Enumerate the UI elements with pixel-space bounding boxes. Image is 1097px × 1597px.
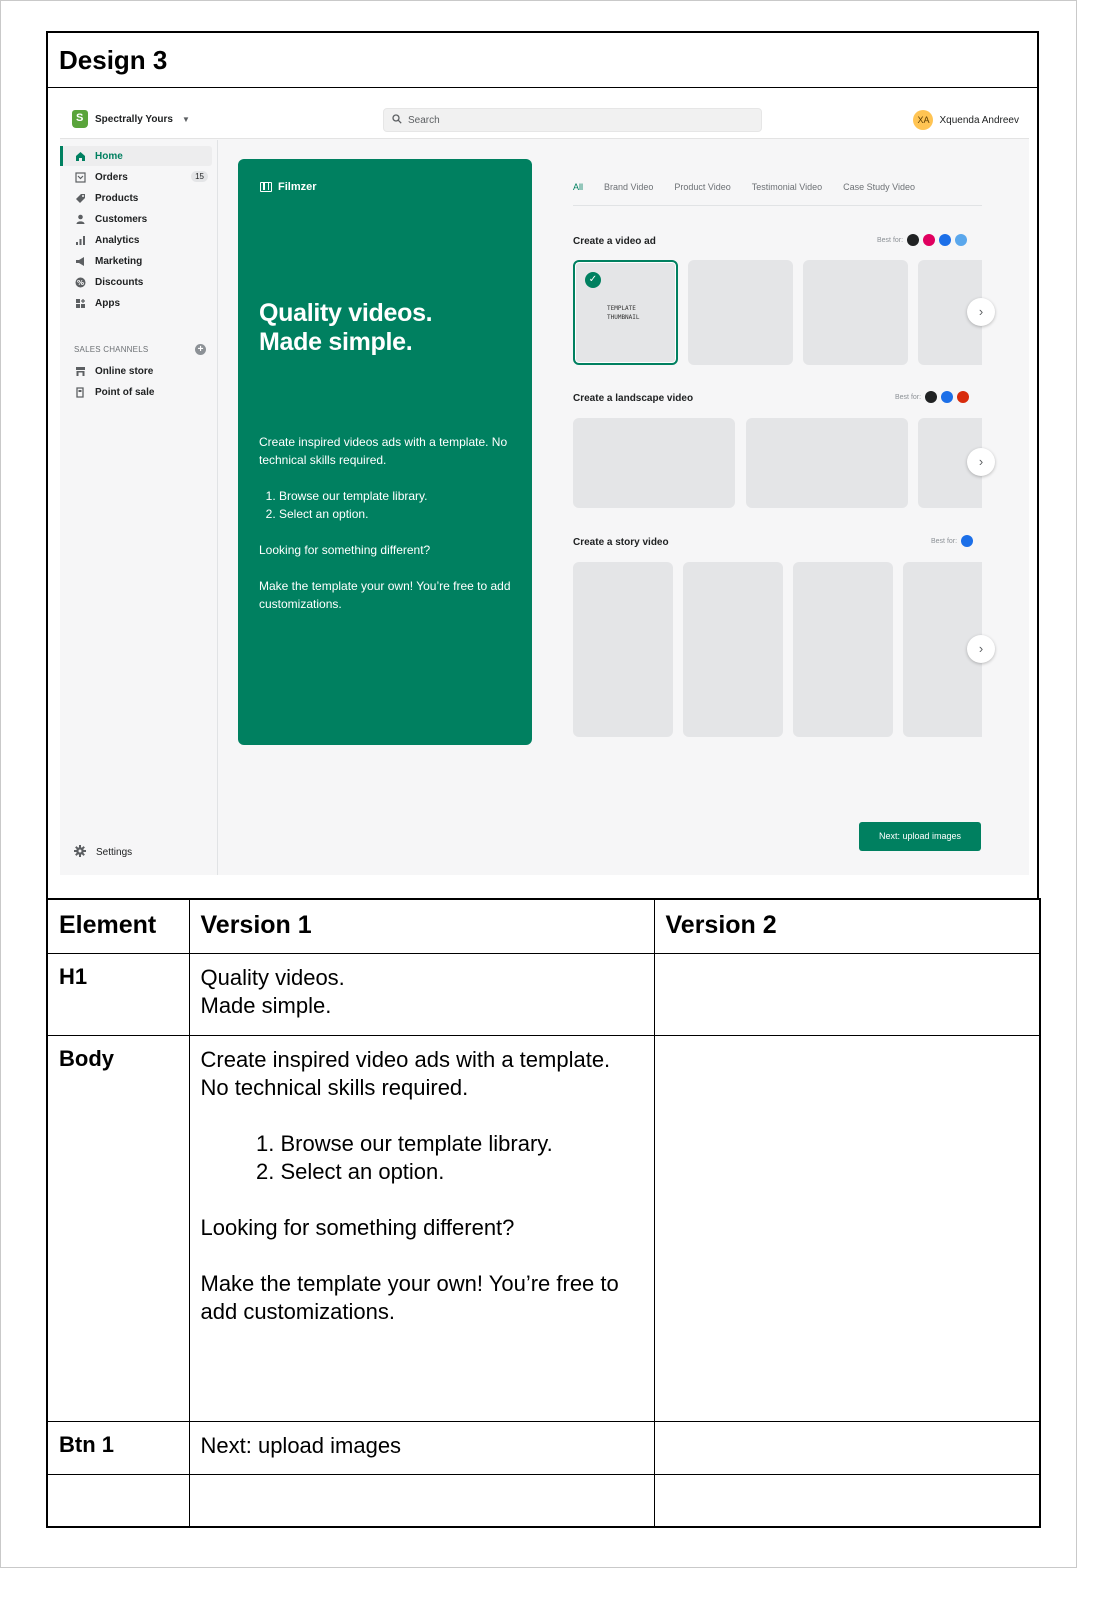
tab-product-video[interactable]: Product Video — [674, 182, 731, 192]
next-upload-images-button[interactable]: Next: upload images — [859, 822, 981, 851]
search-placeholder: Search — [408, 114, 440, 126]
table-header-version-2: Version 2 — [654, 899, 1040, 953]
table-header-element: Element — [47, 899, 189, 953]
body-intro: Create inspired video ads with a template. No technical skills required. — [200, 1046, 611, 1100]
sidebar-item-orders[interactable] — [62, 167, 212, 187]
table-header-version-1: Version 1 — [189, 899, 654, 953]
hero-step: 2. Select an option. — [279, 505, 525, 523]
search-bar[interactable] — [383, 108, 762, 132]
top-bar — [60, 100, 1029, 139]
sidebar-item-label: Point of sale — [95, 386, 155, 398]
check-icon: ✓ — [585, 272, 601, 288]
sidebar-item-marketing[interactable] — [62, 251, 212, 271]
sidebar-item-online-store[interactable] — [62, 361, 212, 381]
sidebar-item-apps[interactable] — [62, 293, 212, 313]
section-title-story: Create a story video — [573, 537, 669, 548]
empty-version-1 — [189, 1474, 654, 1527]
hero-body — [259, 433, 525, 631]
hero-heading: Quality videos. Made simple. — [259, 299, 433, 356]
tab-testimonial-video[interactable]: Testimonial Video — [751, 182, 823, 192]
sidebar-item-point-of-sale[interactable] — [62, 382, 212, 402]
sidebar-item-label: Home — [95, 150, 123, 162]
best-for-video-ad — [877, 234, 967, 246]
btn-1-version-2 — [654, 1421, 1040, 1474]
color-dot — [957, 391, 969, 403]
tag-icon — [74, 192, 87, 205]
row-label-empty — [47, 1474, 189, 1527]
template-thumbnail-label: TEMPLATE THUMBNAIL — [607, 305, 640, 321]
sidebar-item-home[interactable] — [62, 146, 212, 166]
template-tile[interactable] — [803, 260, 908, 365]
avatar: XA — [913, 110, 933, 130]
table-row — [47, 1474, 1040, 1527]
body-question: Looking for something different? — [200, 1214, 515, 1240]
hero-steps — [279, 487, 525, 523]
hero-body-question: Looking for something different? — [259, 543, 431, 557]
user-name: Xquenda Andreev — [939, 114, 1019, 126]
template-tile[interactable] — [573, 562, 673, 737]
brand-name: Filmzer — [278, 181, 317, 193]
hero-body-intro: Create inspired videos ads with a template. No technical skills required. — [259, 435, 508, 467]
section-title-landscape: Create a landscape video — [573, 393, 694, 404]
body-steps — [241, 1130, 643, 1186]
sidebar-item-customers[interactable] — [62, 209, 212, 229]
sidebar-item-discounts[interactable] — [62, 272, 212, 292]
color-dot — [925, 391, 937, 403]
body-version-1 — [189, 1035, 654, 1421]
sidebar-item-label: Customers — [95, 213, 148, 225]
btn-1-version-1: Next: upload images — [189, 1421, 654, 1474]
template-tile[interactable] — [688, 260, 793, 365]
sidebar-item-label: Discounts — [95, 276, 144, 288]
mockup-screenshot — [60, 100, 1029, 875]
color-dot — [907, 234, 919, 246]
body-step: 1. Browse our template library. — [281, 1130, 643, 1158]
sidebar-item-label: Products — [95, 192, 139, 204]
sidebar — [60, 140, 218, 875]
tab-brand-video[interactable]: Brand Video — [604, 182, 654, 192]
sales-channels-header: SALES CHANNELS — [74, 345, 149, 354]
film-icon — [260, 182, 272, 192]
sidebar-item-analytics[interactable] — [62, 230, 212, 250]
body-version-2 — [654, 1035, 1040, 1421]
design-title-box — [46, 31, 1039, 88]
chevron-right-icon[interactable]: › — [967, 635, 995, 663]
row-label-h1: H1 — [47, 953, 189, 1035]
chevron-right-icon[interactable]: › — [967, 448, 995, 476]
template-tile[interactable] — [573, 418, 735, 508]
gear-icon — [74, 845, 86, 860]
hero-brand — [260, 181, 317, 193]
color-dot — [923, 234, 935, 246]
template-tile-selected[interactable] — [573, 260, 678, 365]
user-menu[interactable] — [913, 110, 1019, 130]
person-icon — [74, 213, 87, 226]
hero-step: 1. Browse our template library. — [279, 487, 525, 505]
body-step: 2. Select an option. — [281, 1158, 643, 1186]
empty-version-2 — [654, 1474, 1040, 1527]
color-dot — [939, 234, 951, 246]
sidebar-item-label: Orders — [95, 171, 128, 183]
pos-icon — [74, 386, 87, 399]
body-outro: Make the template your own! You’re free to add customizations. — [200, 1270, 619, 1324]
orders-count-badge: 15 — [191, 171, 208, 182]
table-row — [47, 1421, 1040, 1474]
apps-icon — [74, 297, 87, 310]
tab-case-study-video[interactable]: Case Study Video — [843, 182, 916, 192]
color-dot — [941, 391, 953, 403]
hero-card — [238, 159, 532, 745]
template-tile[interactable] — [683, 562, 783, 737]
best-for-label: Best for: — [931, 537, 958, 545]
search-icon — [392, 114, 402, 127]
hero-body-outro: Make the template your own! You’re free to add customizations. — [259, 579, 511, 611]
copy-table — [46, 898, 1041, 1528]
row-label-btn-1: Btn 1 — [47, 1421, 189, 1474]
settings-label: Settings — [96, 847, 133, 858]
table-row — [47, 1035, 1040, 1421]
sidebar-item-products[interactable] — [62, 188, 212, 208]
best-for-label: Best for: — [895, 393, 922, 401]
chevron-right-icon[interactable]: › — [967, 298, 995, 326]
color-dot — [955, 234, 967, 246]
sidebar-item-label: Analytics — [95, 234, 140, 246]
template-tile[interactable] — [746, 418, 908, 508]
color-dot — [961, 535, 973, 547]
add-channel-icon[interactable]: + — [195, 344, 206, 355]
store-switcher[interactable] — [72, 110, 190, 128]
home-icon — [74, 150, 87, 163]
sidebar-item-label: Apps — [95, 297, 120, 309]
store-icon — [74, 365, 87, 378]
table-header-row — [47, 899, 1040, 953]
sidebar-item-label: Online store — [95, 365, 154, 377]
best-for-story — [931, 535, 973, 547]
h1-version-1: Quality videos. Made simple. — [189, 953, 654, 1035]
h1-version-2 — [654, 953, 1040, 1035]
sidebar-item-label: Marketing — [95, 255, 143, 267]
tab-all[interactable]: All — [573, 182, 584, 192]
template-tile[interactable] — [793, 562, 893, 737]
megaphone-icon — [74, 255, 87, 268]
store-name: Spectrally Yours — [95, 113, 173, 125]
orders-icon — [74, 171, 87, 184]
sidebar-item-settings[interactable] — [74, 845, 132, 860]
discount-icon — [74, 276, 87, 289]
svg-text:%: % — [76, 278, 85, 287]
best-for-label: Best for: — [877, 236, 904, 244]
category-tabs — [573, 182, 982, 206]
bar-chart-icon — [74, 234, 87, 247]
design-title: Design 3 — [59, 45, 168, 75]
table-row — [47, 953, 1040, 1035]
row-label-body: Body — [47, 1035, 189, 1421]
section-title-video-ad: Create a video ad — [573, 236, 656, 247]
caret-down-icon: ▼ — [182, 114, 190, 124]
best-for-landscape — [895, 391, 969, 403]
shopify-logo-icon — [72, 110, 88, 128]
